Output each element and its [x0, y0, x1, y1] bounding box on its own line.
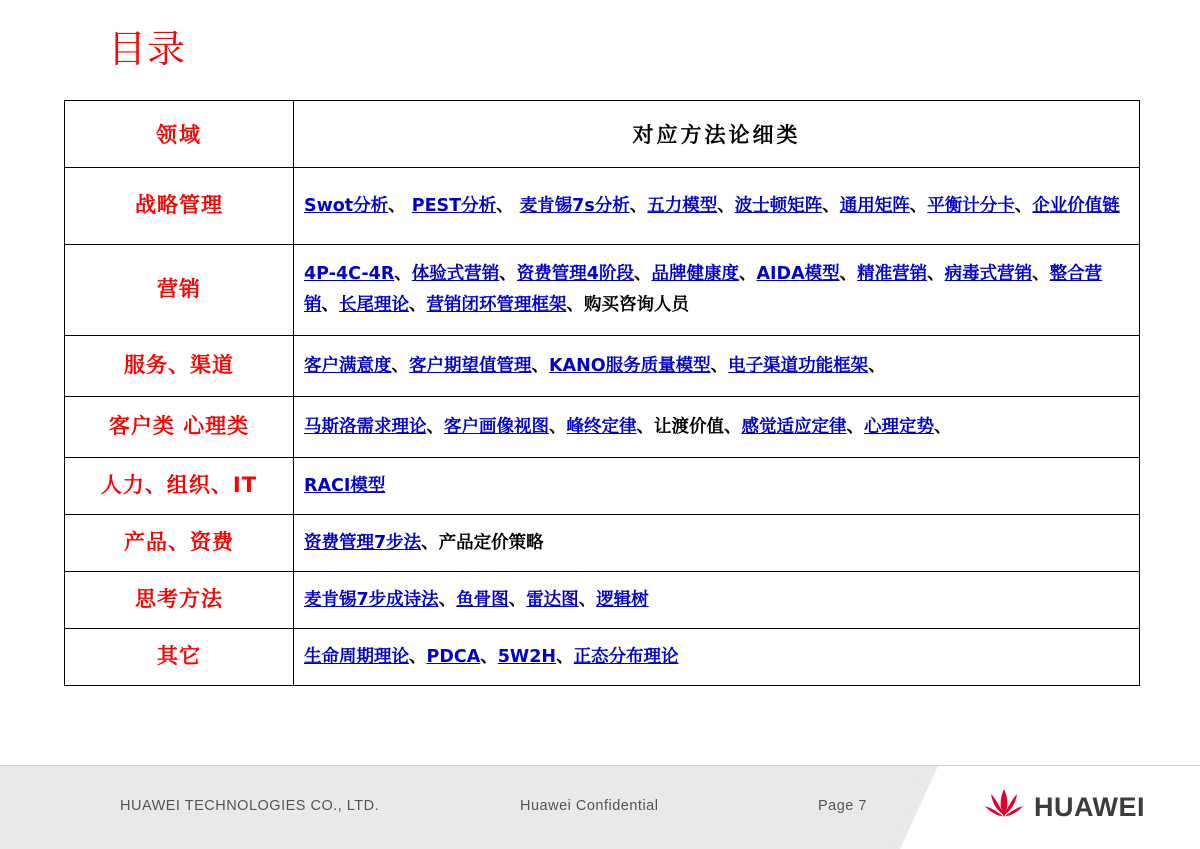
row-methods-cell: [294, 245, 1140, 336]
row-methods-cell: [294, 629, 1140, 686]
method-link[interactable]: 波士顿矩阵: [734, 195, 823, 216]
method-link[interactable]: 资费管理4阶段: [516, 264, 634, 285]
domain-label: 思考方法: [135, 587, 223, 612]
row-domain-cell: [65, 458, 294, 515]
table-row: [65, 458, 1140, 515]
method-separator: 、: [566, 295, 584, 315]
toc-table-body: [65, 101, 1140, 686]
header-cell-domain: [65, 101, 294, 168]
method-separator: 、: [391, 355, 409, 376]
row-domain-cell: [65, 336, 294, 397]
method-separator: 、: [438, 589, 457, 610]
methods-list: [294, 183, 1139, 230]
huawei-flower-icon: [984, 788, 1024, 826]
method-link[interactable]: 病毒式营销: [944, 264, 1033, 285]
domain-label: 服务、渠道: [124, 353, 234, 378]
method-link[interactable]: 客户画像视图: [444, 416, 549, 437]
method-separator: 、: [868, 355, 886, 376]
method-link[interactable]: 麦肯锡7步成诗法: [304, 589, 439, 610]
row-methods-cell: [294, 336, 1140, 397]
method-separator: 、: [909, 195, 928, 216]
methods-list: [294, 520, 1139, 567]
method-separator: 、: [927, 264, 945, 285]
method-separator: 、: [508, 589, 527, 610]
method-separator: 、: [531, 355, 549, 376]
method-separator: 、: [409, 646, 427, 667]
table-row: [65, 515, 1140, 572]
table-row: [65, 168, 1140, 245]
methods-list: [294, 404, 1139, 451]
method-separator: 、: [499, 264, 517, 285]
methods-list: [294, 577, 1139, 624]
row-methods-cell: [294, 397, 1140, 458]
method-link[interactable]: 雷达图: [526, 589, 579, 610]
header-label-domain: 领域: [156, 123, 202, 147]
method-separator: 、: [1014, 195, 1033, 216]
domain-label: 营销: [157, 277, 201, 302]
method-separator: 、: [629, 195, 648, 216]
method-link[interactable]: 电子渠道功能框架: [728, 355, 869, 376]
huawei-wordmark: HUAWEI: [1034, 791, 1145, 822]
methods-list: [294, 251, 1139, 328]
huawei-logo: [984, 788, 1145, 826]
header-cell-methods: [294, 101, 1140, 168]
method-link[interactable]: 心理定势: [864, 416, 934, 437]
method-link[interactable]: 鱼骨图: [456, 589, 509, 610]
method-link[interactable]: 峰终定律: [566, 416, 637, 437]
toc-table: [64, 100, 1140, 686]
method-link[interactable]: 长尾理论: [339, 295, 409, 315]
row-methods-cell: [294, 515, 1140, 572]
row-methods-cell: [294, 168, 1140, 245]
table-row: [65, 397, 1140, 458]
method-separator: 、: [549, 416, 567, 437]
domain-label: 产品、资费: [124, 530, 234, 555]
method-separator: 、: [717, 195, 735, 216]
row-domain-cell: [65, 245, 294, 336]
domain-label: 人力、组织、IT: [100, 473, 258, 498]
method-link[interactable]: 逻辑树: [596, 589, 649, 610]
method-separator: 、: [839, 264, 858, 285]
method-separator: 、: [496, 195, 520, 216]
method-link[interactable]: 客户期望值管理: [409, 355, 532, 376]
method-text: 产品定价策略: [438, 532, 544, 553]
domain-label: 其它: [157, 644, 201, 669]
row-domain-cell: [65, 397, 294, 458]
method-separator: 、: [934, 416, 952, 437]
method-separator: 、: [409, 295, 427, 315]
table-header-row: [65, 101, 1140, 168]
method-link[interactable]: 生命周期理论: [304, 646, 409, 667]
footer-confidential: Huawei Confidential: [520, 798, 659, 814]
method-separator: 、: [636, 416, 654, 437]
method-separator: 、: [578, 589, 597, 610]
row-domain-cell: [65, 629, 294, 686]
method-link[interactable]: 五力模型: [647, 195, 718, 216]
method-link[interactable]: 精准营销: [857, 264, 928, 285]
row-domain-cell: [65, 515, 294, 572]
method-link[interactable]: 整合营销: [304, 264, 1103, 315]
domain-label: 客户类 心理类: [108, 414, 250, 439]
slide-footer: [0, 765, 1200, 849]
row-methods-cell: [294, 572, 1140, 629]
method-separator: 、: [426, 416, 444, 437]
page-title: 目录: [108, 27, 187, 71]
method-separator: 、: [1032, 264, 1050, 285]
method-link[interactable]: AIDA模型: [756, 264, 840, 285]
method-link[interactable]: KANO服务质量模型: [549, 355, 711, 376]
footer-page-number: Page 7: [818, 798, 867, 814]
method-link[interactable]: RACI模型: [304, 475, 386, 496]
method-text: 让渡价值: [654, 416, 724, 437]
row-domain-cell: [65, 168, 294, 245]
method-separator: 、: [738, 264, 757, 285]
method-link[interactable]: PDCA: [426, 646, 481, 667]
header-label-methods: 对应方法论细类: [632, 123, 801, 147]
table-row: [65, 629, 1140, 686]
row-domain-cell: [65, 572, 294, 629]
method-link[interactable]: 正态分布理论: [573, 646, 679, 667]
method-separator: 、: [846, 416, 864, 437]
domain-label: 战略管理: [135, 193, 223, 218]
method-separator: 、: [321, 295, 339, 315]
method-link[interactable]: 麦肯锡7s分析: [519, 195, 630, 216]
method-separator: 、: [388, 195, 412, 216]
row-methods-cell: [294, 458, 1140, 515]
method-link[interactable]: PEST分析: [411, 195, 497, 216]
table-row: [65, 572, 1140, 629]
method-separator: 、: [480, 646, 498, 667]
method-text: 购买咨询人员: [584, 295, 689, 315]
method-link[interactable]: 客户满意度: [304, 355, 392, 376]
method-separator: 、: [710, 355, 729, 376]
methods-list: [294, 463, 1139, 510]
method-link[interactable]: 平衡计分卡: [927, 195, 1015, 216]
method-link[interactable]: 5W2H: [497, 646, 557, 667]
method-separator: 、: [822, 195, 840, 216]
method-link[interactable]: 企业价值链: [1032, 195, 1120, 216]
table-row: [65, 336, 1140, 397]
method-separator: 、: [633, 264, 652, 285]
method-link[interactable]: 资费管理7步法: [304, 532, 422, 553]
table-row: [65, 245, 1140, 336]
method-link[interactable]: 感觉适应定律: [741, 416, 847, 437]
footer-company: HUAWEI TECHNOLOGIES CO., LTD.: [120, 798, 380, 814]
method-separator: 、: [556, 646, 574, 667]
method-link[interactable]: 马斯洛需求理论: [304, 416, 427, 437]
method-link[interactable]: 体验式营销: [411, 264, 500, 285]
method-separator: 、: [421, 532, 439, 553]
method-link[interactable]: 通用矩阵: [839, 195, 910, 216]
method-separator: 、: [394, 264, 412, 285]
method-link[interactable]: Swot分析: [304, 195, 389, 216]
method-link[interactable]: 品牌健康度: [651, 264, 739, 285]
methods-list: [294, 634, 1139, 681]
method-link[interactable]: 4P-4C-4R: [304, 264, 395, 285]
methods-list: [294, 343, 1139, 390]
method-separator: 、: [724, 416, 742, 437]
method-link[interactable]: 营销闭环管理框架: [426, 295, 567, 315]
